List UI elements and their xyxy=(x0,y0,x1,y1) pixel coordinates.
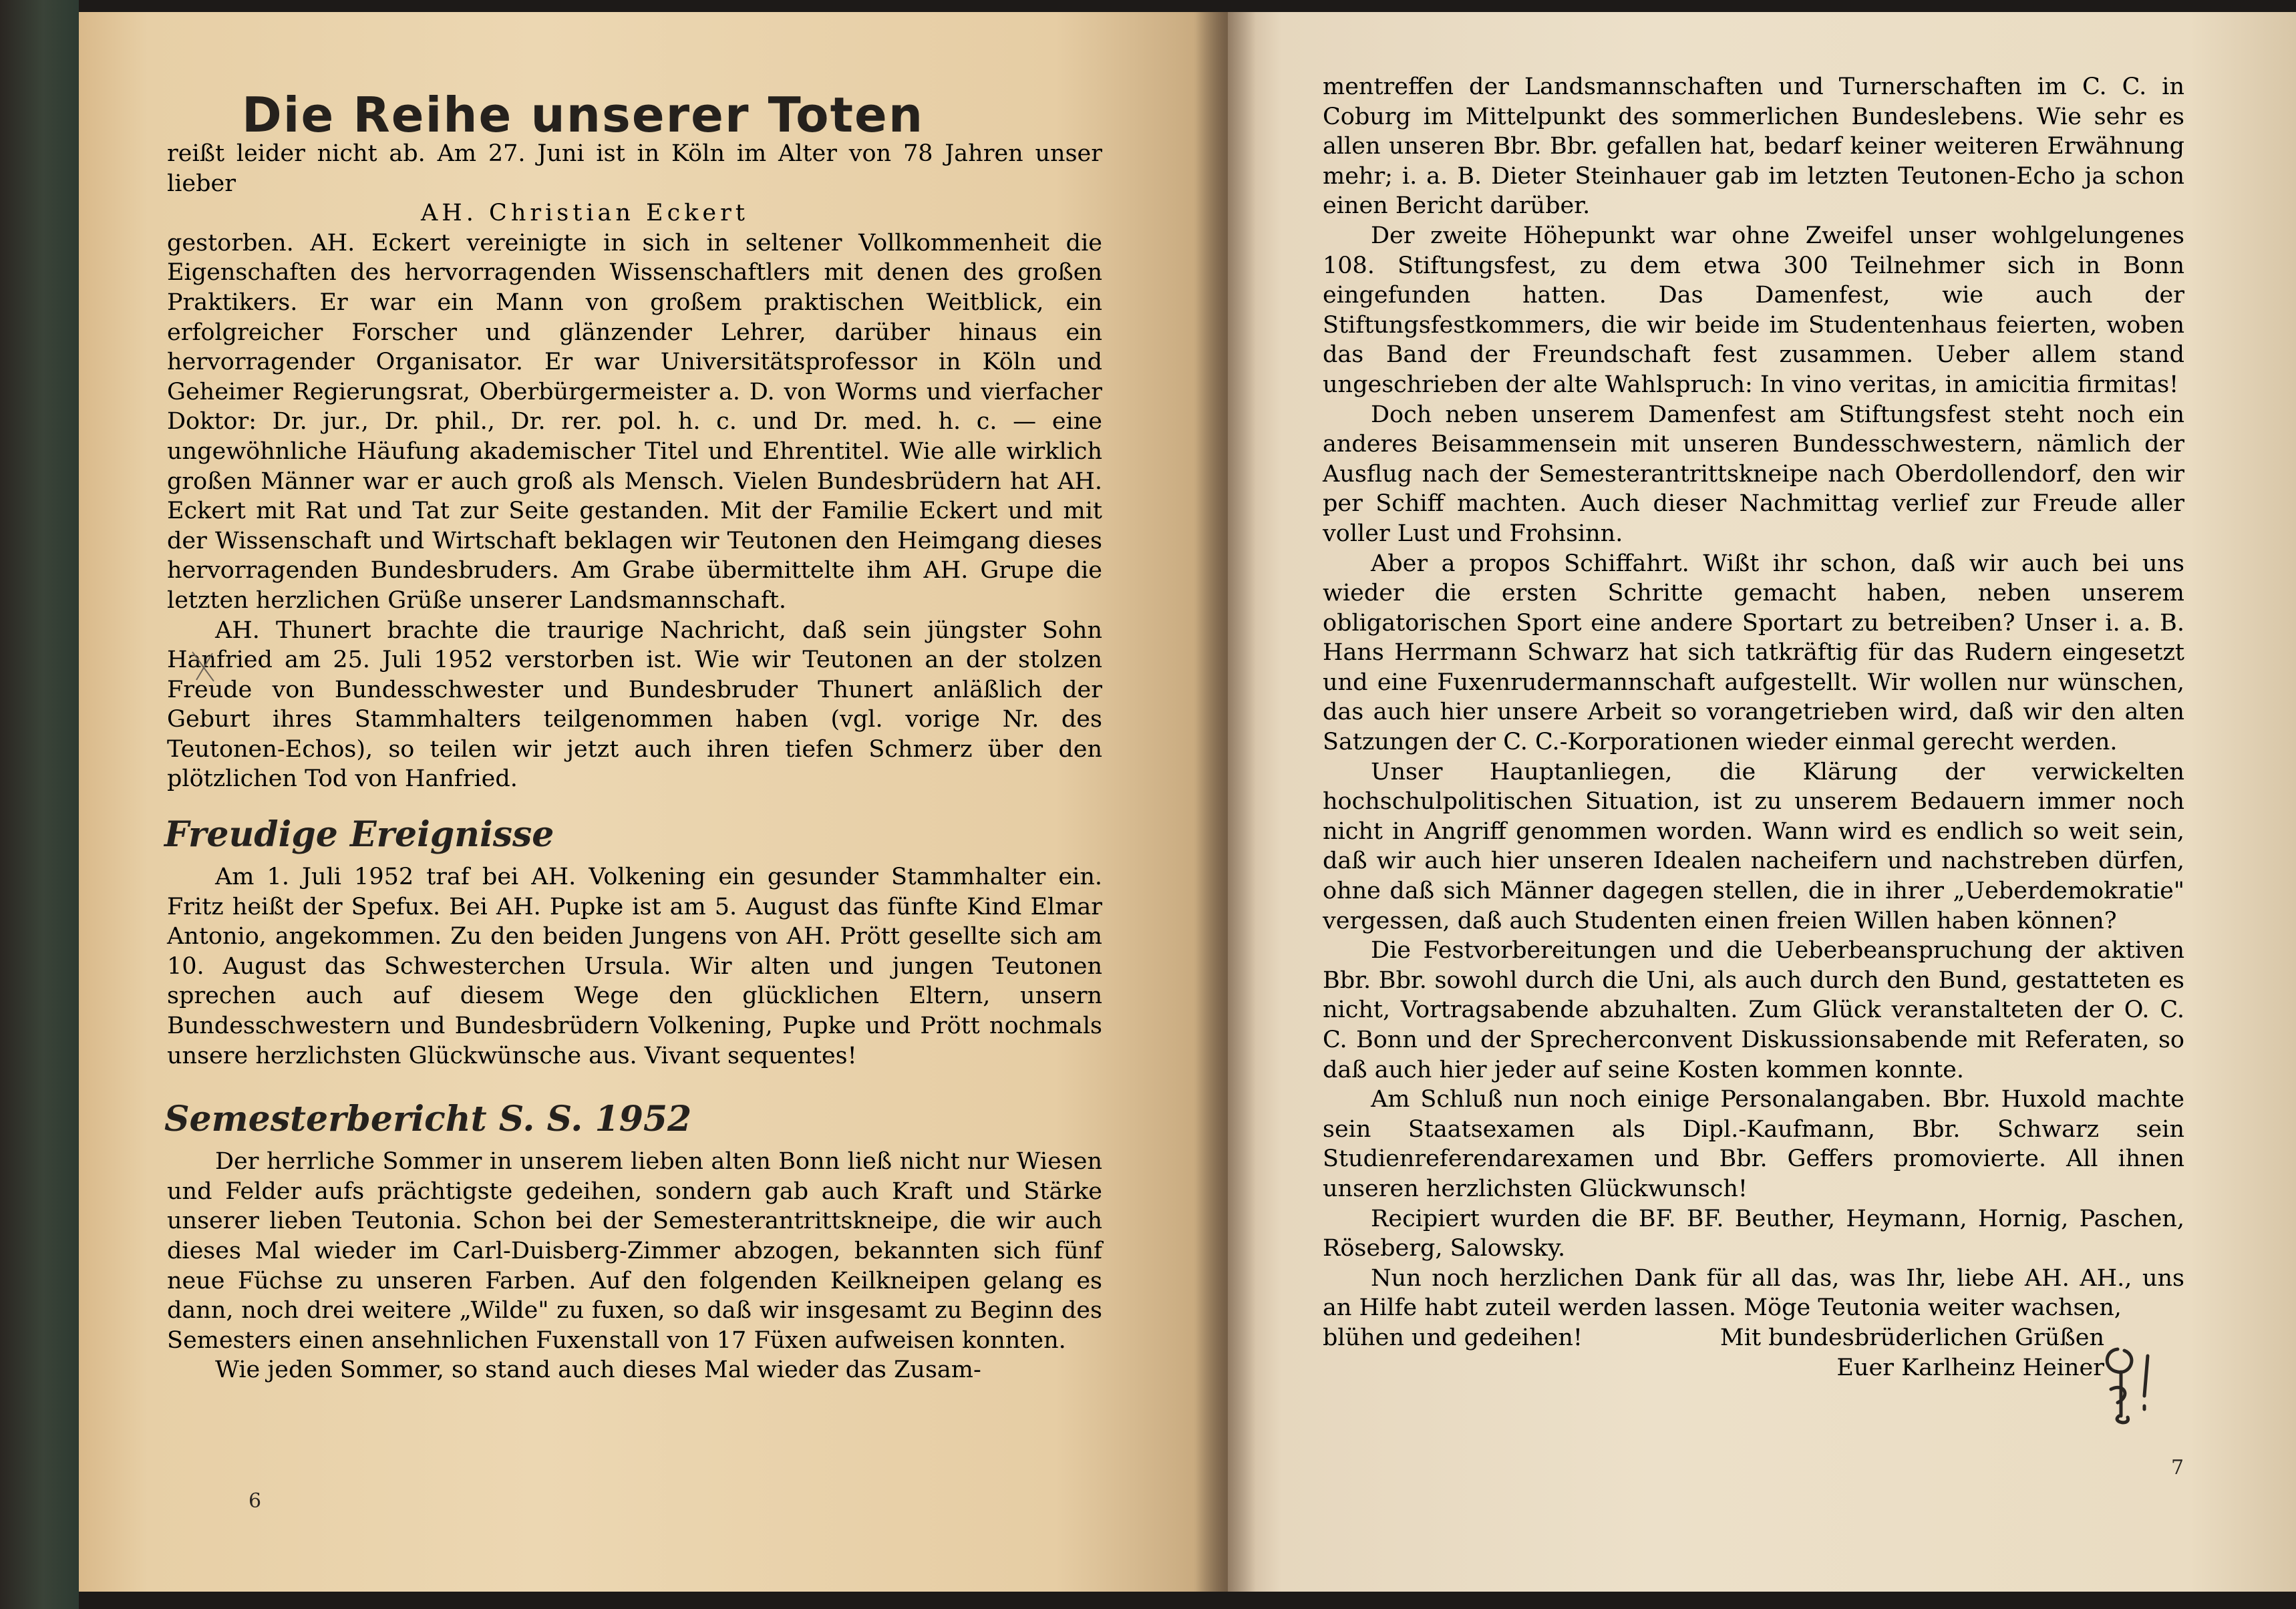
paragraph: reißt leider nicht ab. Am 27. Juni ist in Köln im Alter von 78 Jahren unser lieber xyxy=(167,140,1102,197)
paragraph: Unser Hauptanliegen, die Klärung der verwickelten hochschulpolitischen Situation, ist zu unserem Bedauern immer noch nicht in Angriff genommen worden. Wann wird es endlich so weit sein, daß wir auch hier unseren Idealen nacheifern und nachstreben dürfen, ohne daß sich Männer dagegen stellen, die in ihrer „Ueberdemokratie" vergessen, daß auch Studenten einen freien Willen haben können? xyxy=(1323,758,2184,934)
paragraph: mentreffen der Landsmannschaften und Turnerschaften im C. C. in Coburg im Mittelpunkt des sommerlichen Bundeslebens. Wie sehr es allen unseren Bbr. Bbr. gefallen hat, bedarf keiner weiteren Erwähnung mehr; i. a. B. Dieter Steinhauer gab im letzten Teutonen-Echo ja schon einen Bericht darüber. xyxy=(1323,73,2184,220)
paragraph: Am 1. Juli 1952 traf bei AH. Volkening ein gesunder Stammhalter ein. Fritz heißt der Spefux. Bei AH. Pupke ist am 5. August das fünfte Kind Elmar Antonio, angekommen. Zu den beiden Jungens von AH. Prött gesellte sich am 10. August das Schwesterchen Ursula. Wir alten und jungen Teutonen sprechen auch auf diesem Wege den glücklichen Eltern, unsern Bundesschwestern und Bundesbrüdern Volkening, Pupke und Prött nochmals unsere herzlichsten Glückwünsche aus. Vivant sequentes! xyxy=(167,864,1102,1069)
page-title: Die Reihe unserer Toten xyxy=(242,87,925,143)
book-gutter xyxy=(1196,12,1256,1592)
paragraph: Doch neben unserem Damenfest am Stiftungsfest steht noch ein anderes Beisammensein mit unseren Bundesschwestern, nämlich der Ausflug nach der Semesterantrittskneipe nach Oberdollendorf, den wir per Schiff machten. Auch dieser Nachmittag verlief zur Freude aller voller Lust und Frohsinn. xyxy=(1323,401,2184,547)
page-number-left: 6 xyxy=(249,1489,262,1513)
deceased-name: AH. Christian Eckert xyxy=(421,200,749,227)
paragraph: Der zweite Höhepunkt war ohne Zweifel unser wohlgelungenes 108. Stiftungsfest, zu dem etwa 300 Teilnehmer sich in Bonn eingefunden hatten. Das Damenfest, wie auch der Stiftungsfestkommers, die wir beide im Studentenhaus feierten, woben das Band der Freundschaft fest zusammen. Ueber allem stand ungeschrieben der alte Wahlspruch: In vino veritas, in amicitia firmitas! xyxy=(1323,222,2184,398)
closing-greeting: Mit bundesbrüderlichen Grüßen xyxy=(1719,1324,2104,1351)
paragraph: Die Festvorbereitungen und die Ueberbeanspruchung der aktiven Bbr. Bbr. sowohl durch die Uni, als auch durch den Bund, gestatteten es nicht, Vortragsabende abzuhalten. Zum Glück veranstalteten der O. C. C. Bonn und der Sprecherconvent Diskussionsabende mit Referaten, so daß auch hier jeder auf seine Kosten kommen konnte. xyxy=(1323,937,2184,1083)
section-heading-freudige-ereignisse: Freudige Ereignisse xyxy=(164,814,554,856)
book-cover-edge xyxy=(0,0,79,1609)
fraternity-circle-icon xyxy=(2091,1343,2164,1429)
closing-row xyxy=(1323,1323,2184,1353)
page-number-right: 7 xyxy=(2171,1456,2184,1479)
paragraph: gestorben. AH. Eckert vereinigte in sich in seltener Vollkommenheit die Eigenschaften des hervorragenden Wissenschaftlers mit denen des großen Praktikers. Er war ein Mann von großem praktischen Weitblick, ein erfolgreicher Forscher und glänzender Lehrer, darüber hinaus ein hervorragender Organisator. Er war Universitätsprofessor in Köln und Geheimer Regierungsrat, Oberbürgermeister a. D. von Worms und vierfacher Doktor: Dr. jur., Dr. phil., Dr. rer. pol. h. c. und Dr. med. h. c. — eine ungewöhnliche Häufung akademischer Titel und Ehrentitel. Wie alle wirklich großen Männer war er auch groß als Mensch. Vielen Bundesbrüdern hat AH. Eckert mit Rat und Tat zur Seite gestanden. Mit der Familie Eckert und mit der Wissenschaft und Wirtschaft beklagen wir Teutonen den Heimgang dieses hervorragenden Bundesbruders. Am Grabe übermittelte ihm AH. Grupe die letzten herzlichen Grüße unserer Landsmannschaft. xyxy=(167,229,1102,614)
paragraph: Am Schluß nun noch einige Personalangaben. Bbr. Huxold machte sein Staatsexamen als Dipl.-Kaufmann, Bbr. Schwarz sein Studienreferendarexamen und Bbr. Geffers promovierte. All ihnen unseren herzlichsten Glückwunsch! xyxy=(1323,1086,2184,1202)
signature-name: Euer Karlheinz Heiner xyxy=(1836,1354,2104,1381)
left-column xyxy=(164,139,1102,1385)
paragraph: Wie jeden Sommer, so stand auch dieses Mal wieder das Zusam- xyxy=(215,1357,981,1384)
closing-wish: blühen und gedeihen! xyxy=(1323,1324,1583,1351)
paragraph: Der herrliche Sommer in unserem lieben alten Bonn ließ nicht nur Wiesen und Felder aufs prächtigste gedeihen, sondern gab auch Kraft und Stärke unserer lieben Teutonia. Schon bei der Semesterantrittskneipe, die wir auch dieses Mal wieder im Carl-Duisberg-Zimmer abzogen, bekannten sich fünf neue Füchse zu unseren Farben. Auf den folgenden Keilkneipen gelang es dann, noch drei weitere „Wilde" zu fuxen, so daß wir insgesamt zu Beginn des Semesters einen ansehnlichen Fuxenstall von 17 Füxen aufweisen konnten. xyxy=(167,1148,1102,1354)
section-heading-semesterbericht: Semesterbericht S. S. 1952 xyxy=(164,1099,692,1140)
paragraph: Recipiert wurden die BF. BF. Beuther, Heymann, Hornig, Paschen, Röseberg, Salowsky. xyxy=(1323,1205,2184,1262)
paragraph: Nun noch herzlichen Dank für all das, was Ihr, liebe AH. AH., uns an Hilfe habt zuteil werden lassen. Möge Teutonia weiter wachsen, xyxy=(1323,1264,2184,1322)
pencil-mark-icon xyxy=(187,647,227,687)
paragraph: AH. Thunert brachte die traurige Nachricht, daß sein jüngster Sohn Hanfried am 25. Juli 1952 verstorben ist. Wie wir Teutonen an der stolzen Freude von Bundesschwester und Bundesbruder Thunert anläßlich der Geburt ihres Stammhalters teilgenommen haben (vgl. vorige Nr. des Teutonen-Echos), so teilen wir jetzt auch ihren tiefen Schmerz über den plötzlichen Tod von Hanfried. xyxy=(167,616,1102,793)
right-column xyxy=(1323,72,2184,1383)
paragraph: Aber a propos Schiffahrt. Wißt ihr schon, daß wir auch bei uns wieder die ersten Schritte gemacht haben, neben unserem obligatorischen Sport eine andere Sportart zu betreiben? Unser i. a. B. Hans Herrmann Schwarz hat sich tatkräftig für das Rudern eingesetzt und eine Fuxenrudermannschaft aufgestellt. Wir wollen nur wünschen, das auch hier unsere Arbeit so vorangetrieben wird, daß wir den alten Satzungen der C. C.-Korporationen wieder einmal gerecht werden. xyxy=(1323,550,2184,756)
